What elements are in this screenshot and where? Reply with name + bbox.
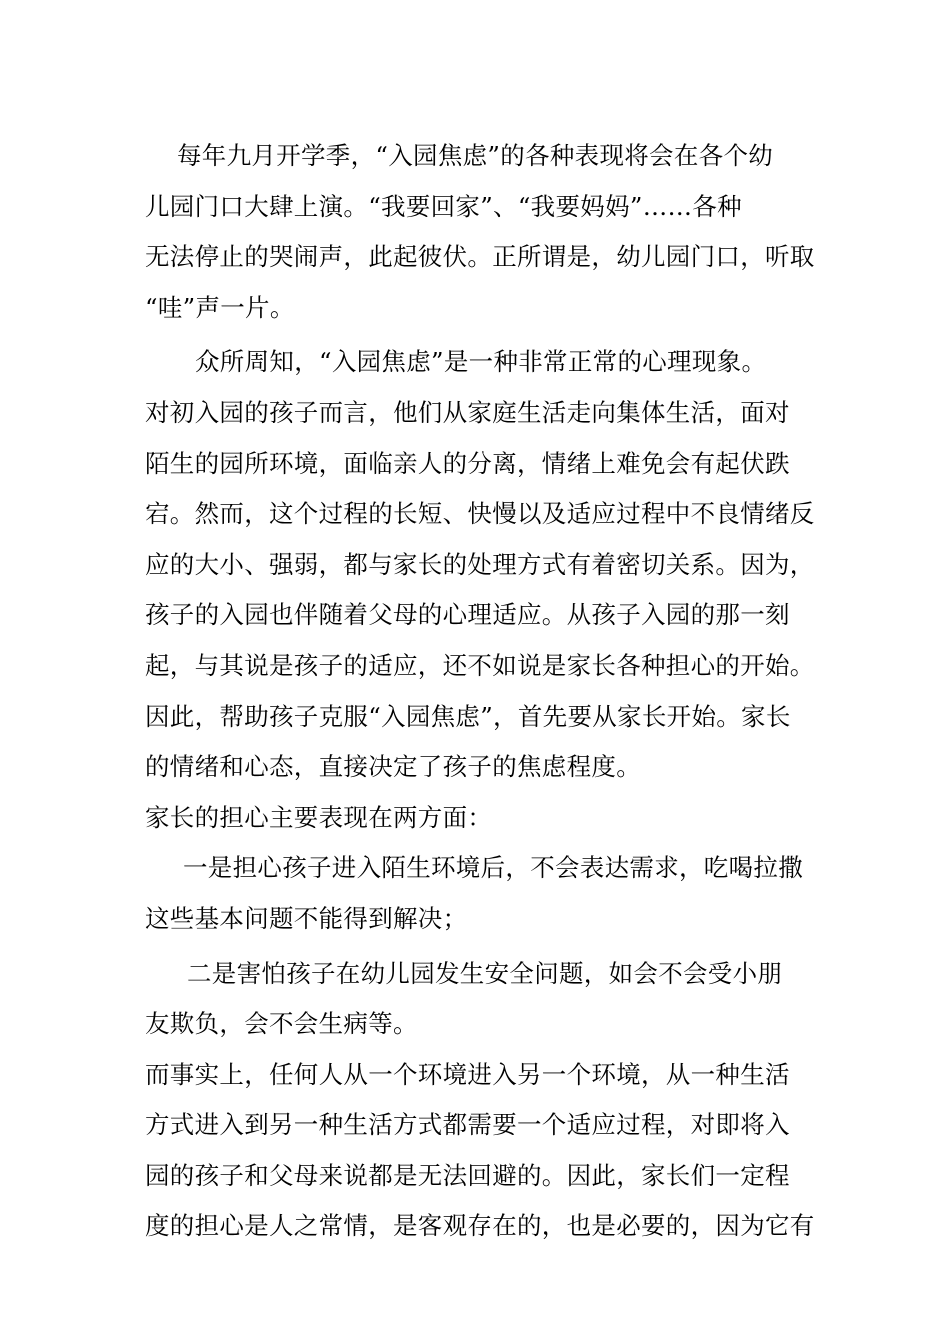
text-line: 因此，帮助孩子克服“入园焦虑”，首先要从家长开始。家长 <box>145 701 791 731</box>
text-line: 的情绪和心态，直接决定了孩子的焦虑程度。 <box>145 752 641 782</box>
paragraph-worry-one <box>145 843 808 944</box>
text-line: 方式进入到另一种生活方式都需要一个适应过程，对即将入 <box>145 1110 790 1140</box>
text-line: 起，与其说是孩子的适应，还不如说是家长各种担心的开始。 <box>145 650 815 680</box>
document-body <box>145 131 815 1252</box>
text-line: 家长的担心主要表现在两方面： <box>145 802 493 832</box>
paragraph-in-fact <box>145 1050 815 1252</box>
text-line: 儿园门口大肆上演。“我要回家”、“我要妈妈”……各种 <box>145 191 742 221</box>
paragraph-common-knowledge <box>145 337 815 792</box>
text-line: 一是担心孩子进入陌生环境后，不会表达需求，吃喝拉撒 <box>183 853 803 883</box>
text-line: 度的担心是人之常情，是客观存在的，也是必要的，因为它有 <box>145 1211 815 1241</box>
paragraph-worry-two <box>145 949 808 1050</box>
text-line: 对初入园的孩子而言，他们从家庭生活走向集体生活，面对 <box>145 397 790 427</box>
paragraph-intro <box>145 131 815 333</box>
text-line: 陌生的园所环境，面临亲人的分离，情绪上难免会有起伏跌 <box>145 448 790 478</box>
text-line: 而事实上，任何人从一个环境进入另一个环境，从一种生活 <box>145 1059 790 1089</box>
text-line: 宕。然而，这个过程的长短、快慢以及适应过程中不良情绪反 <box>145 499 815 529</box>
paragraph-parent-worries-heading <box>145 793 808 844</box>
text-line: 应的大小、强弱，都与家长的处理方式有着密切关系。因为， <box>145 549 815 579</box>
text-line: 众所周知，“入园焦虑”是一种非常正常的心理现象。 <box>195 347 767 377</box>
text-line: 友欺负，会不会生病等。 <box>145 1009 418 1039</box>
text-line: 孩子的入园也伴随着父母的心理适应。从孩子入园的那一刻 <box>145 600 790 630</box>
text-line: “哇”声一片。 <box>145 292 295 322</box>
text-line: 园的孩子和父母来说都是无法回避的。因此，家长们一定程 <box>145 1160 790 1190</box>
text-line: 二是害怕孩子在幼儿园发生安全问题，如会不会受小朋 <box>187 958 783 988</box>
text-line: 无法停止的哭闹声，此起彼伏。正所谓是，幼儿园门口，听取 <box>145 242 815 272</box>
text-line: 每年九月开学季，“入园焦虑”的各种表现将会在各个幼 <box>177 141 774 170</box>
text-line: 这些基本问题不能得到解决； <box>145 903 468 933</box>
